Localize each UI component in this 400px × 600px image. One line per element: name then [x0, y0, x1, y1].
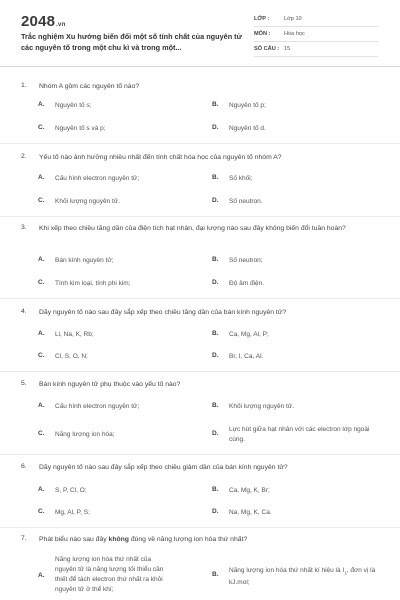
question-separator: [0, 216, 400, 217]
question-text: Dãy nguyên tố nào sau đây sắp xếp theo chiều tăng dần của bán kính nguyên tử?: [39, 309, 287, 316]
question-number: 3.: [21, 224, 27, 231]
count-label: SỐ CÂU :: [254, 46, 280, 52]
site-logo[interactable]: 2048.vn: [21, 13, 66, 30]
class-label: LỚP :: [254, 16, 270, 22]
question-text: Bán kính nguyên tử phụ thuộc vào yếu tố nào?: [39, 381, 181, 388]
emphasis-not: không: [108, 536, 129, 543]
question-number: 1.: [21, 82, 27, 89]
question-separator: [0, 298, 400, 299]
question-number: 4.: [21, 308, 27, 315]
count-value: 15: [284, 46, 291, 52]
subject-label: MÔN :: [254, 31, 271, 37]
question-text: Phát biểu nào sau đây không đúng về năng lượng ion hóa thứ nhất?: [39, 536, 248, 543]
question-text: Yếu tố nào ảnh hưởng nhiều nhất đến tính chất hóa học của nguyên tố nhóm A?: [39, 154, 282, 161]
quiz-title: Trắc nghiệm Xu hướng biến đổi một số tính chất của nguyên tử các nguyên tố trong một chu kì và trong một...: [21, 32, 242, 52]
question-number: 2.: [21, 153, 27, 160]
meta-subject: [254, 28, 378, 42]
subject-value: Hóa học: [284, 31, 305, 37]
question-text: Nhóm A gồm các nguyên tố nào?: [39, 83, 140, 90]
meta-count: [254, 43, 378, 57]
header-divider: [0, 66, 400, 67]
question-number: 7.: [21, 535, 27, 542]
question-text: Khi xếp theo chiều tăng dần của điện tích hạt nhân, đại lượng nào sau đây không biến đổi tuần hoàn?: [39, 225, 346, 232]
class-value: Lớp 10: [284, 16, 302, 22]
question-text: Dãy nguyên tố nào sau đây sắp xếp theo chiều giảm dần của bán kính nguyên tử?: [39, 464, 288, 471]
page-header: [0, 0, 400, 66]
question-separator: [0, 371, 400, 372]
question-number: 5.: [21, 380, 27, 387]
question-separator: [0, 527, 400, 528]
question-separator: [0, 454, 400, 455]
quiz-page: 2048.vn Trắc nghiệm Xu hướng biến đổi một số tính chất của nguyên tử các nguyên tố trong một chu kì và trong một... LỚP : Lớp 10 MÔN : Hóa học SỐ CÂU : 15 1. Nhóm A gồm các nguyên tố nào? A. Nguyên tố s; B. Nguyên tố p; C. Nguyên tố s và p; D. Nguyên tố d. 2. Yếu tố nào ảnh hưởng nhiều nhất đến tính chất hóa học của nguyên tố nhóm A? A. Cấu hình electron nguyên tử; B. Số khối; C. Khối lượng nguyên tử. D. Số neutron. 3. Khi xếp theo chiều tăng dần của điện tích hạt nhân, đại lượng nào sau đây không biến đổi tuần hoàn? A. Bán kính nguyên tử; B. Số neutron; C. Tính kim loại, tính phi kim; D. Độ âm điện. 4. Dãy nguyên tố nào sau đây sắp xếp theo chiều tăng dần của bán kính nguyên tử? A. Li, Na, K, Rb; B. Ca, Mg, Al, P; C. Cl, S, O, N; D. Br, I, Ca, Al. 5. Bán kính nguyên tử phụ thuộc vào yếu tố nào? A. Cấu hình electron nguyên tử; B. Khối lượng nguyên tử. C. Năng lượng ion hóa; D. Lực hút giữa hạt nhân với các electron lớp ngoài cùng. 6. Dãy nguyên tố nào sau đây sắp xếp theo chiều giảm dần của bán kính nguyên tử? A. S, P, Cl, O; B. Ca, Mg, K, Br; C. Mg, Al, P, S; D. Na, Mg, K, Ca. 7. Phát biểu nào sau đây không đúng về năng lượng ion hóa thứ nhất? A. Năng lượng ion hóa thứ nhất của nguyên tử là năng lượng tối thiểu cần thiết để tách electron thứ nhất ra khỏi nguyên tử ở thể khí; B. Năng lượng ion hóa thứ nhất kí hiệu là $I_1$, đơn vị là kJ.mol;: [0, 0, 400, 600]
meta-class: [254, 13, 378, 27]
question-separator: [0, 143, 400, 144]
question-number: 6.: [21, 463, 27, 470]
